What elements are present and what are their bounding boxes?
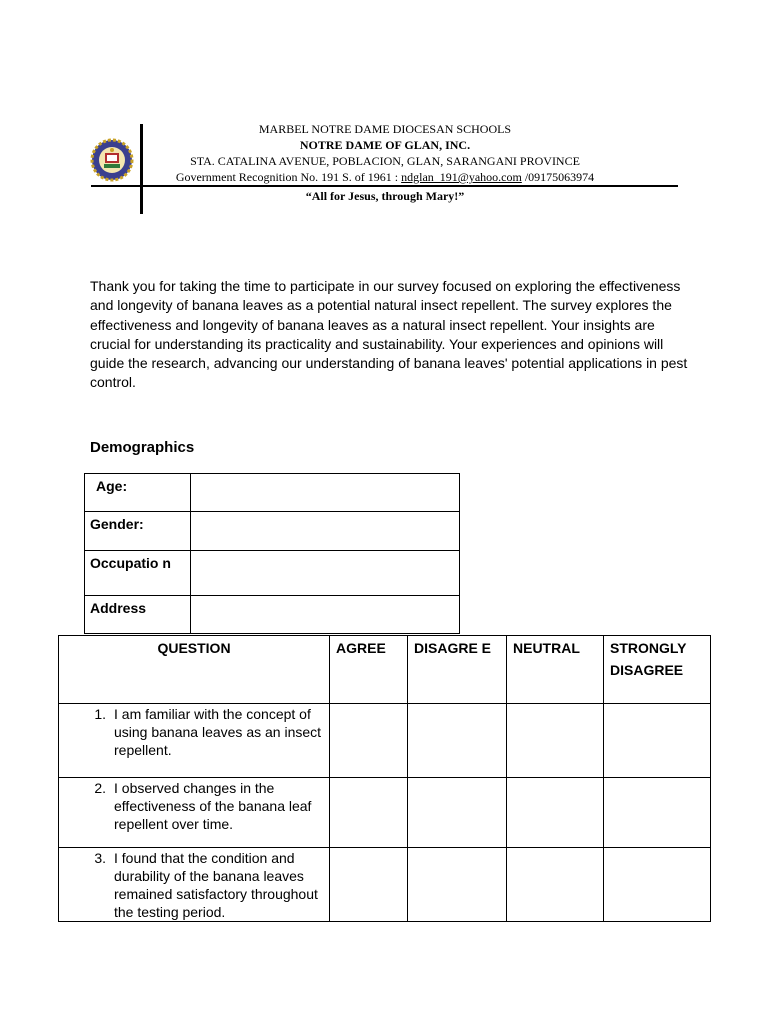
survey-introduction: Thank you for taking the time to participate in our survey focused on exploring the effectiveness and longevity of banana leaves as a potential natural insect repellent. The survey explores the effectiveness and longevity of banana leaves as a natural insect repellent. Your insights are crucial for understanding its practicality and sustainability. Your experiences and opinions will guide the research, advancing our understanding of banana leaves' potential applications in pest control. (90, 278, 688, 391)
school-address: STA. CATALINA AVENUE, POBLACION, GLAN, SARANGANI PROVINCE (190, 154, 580, 168)
question-cell (59, 848, 330, 922)
strongly-disagree-header: STRONGLY DISAGREE (604, 636, 711, 704)
gender-field[interactable] (190, 512, 459, 551)
strongly-disagree-cell[interactable] (604, 778, 711, 848)
question-number: 3. (94, 850, 106, 866)
neutral-cell[interactable] (507, 704, 604, 778)
question-cell (59, 704, 330, 778)
question-text: I observed changes in the effectiveness of the banana leaf repellent over time. (114, 780, 312, 832)
question-cell (59, 778, 330, 848)
gender-label: Gender: (85, 512, 191, 551)
disagree-cell[interactable] (408, 704, 507, 778)
strongly-disagree-cell[interactable] (604, 848, 711, 922)
recognition-line (155, 170, 615, 185)
neutral-cell[interactable] (507, 778, 604, 848)
occupation-label: Occupatio n (85, 551, 191, 596)
age-field[interactable] (190, 474, 459, 512)
demographics-row-address (85, 596, 460, 634)
phone-number: /09175063974 (521, 170, 595, 184)
letterhead-rule (91, 185, 678, 187)
neutral-header: NEUTRAL (507, 636, 604, 704)
diocesan-schools-name: MARBEL NOTRE DAME DIOCESAN SCHOOLS (258, 122, 512, 136)
strongly-disagree-cell[interactable] (604, 704, 711, 778)
question-number: 2. (94, 780, 106, 796)
agree-cell[interactable] (330, 778, 408, 848)
address-field[interactable] (190, 596, 459, 634)
school-seal-icon (90, 138, 134, 182)
agree-cell[interactable] (330, 704, 408, 778)
demographics-row-age (85, 474, 460, 512)
disagree-header: DISAGRE E (408, 636, 507, 704)
age-label: Age: (85, 474, 191, 512)
survey-header-row (59, 636, 711, 704)
agree-header: AGREE (330, 636, 408, 704)
demographics-row-gender (85, 512, 460, 551)
letterhead (0, 0, 768, 220)
disagree-cell[interactable] (408, 848, 507, 922)
survey-row (59, 848, 711, 922)
neutral-cell[interactable] (507, 848, 604, 922)
disagree-cell[interactable] (408, 778, 507, 848)
question-text: I am familiar with the concept of using banana leaves as an insect repellent. (114, 706, 322, 758)
recognition-text: Government Recognition No. 191 S. of 1961 : (175, 170, 402, 184)
school-motto: “All for Jesus, through Mary!” (305, 189, 465, 203)
agree-cell[interactable] (330, 848, 408, 922)
address-label: Address (85, 596, 191, 634)
survey-table (58, 635, 711, 922)
occupation-field[interactable] (190, 551, 459, 596)
question-header: QUESTION (59, 636, 330, 704)
question-text: I found that the condition and durability of the banana leaves remained satisfactory throughout the testing period. (114, 850, 318, 920)
demographics-title: Demographics (90, 439, 195, 456)
demographics-row-occupation (85, 551, 460, 596)
survey-row (59, 704, 711, 778)
email-link[interactable]: ndglan_191@yahoo.com (401, 170, 522, 184)
question-number: 1. (94, 706, 106, 722)
school-name: NOTRE DAME OF GLAN, INC. (299, 138, 471, 152)
demographics-table (84, 473, 460, 634)
survey-row (59, 778, 711, 848)
